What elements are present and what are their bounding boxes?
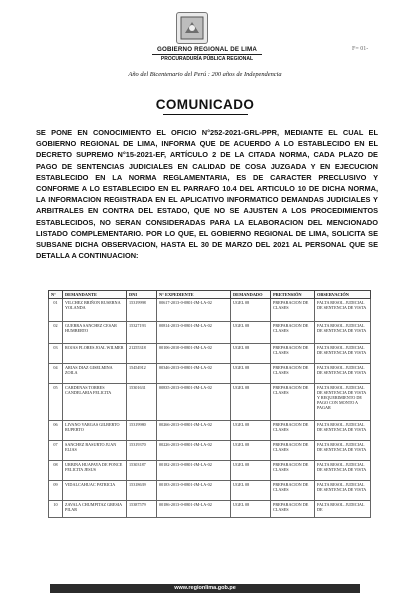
- table-row: [49, 501, 371, 518]
- cell-claim: PREPARACION DE CLASES: [271, 461, 315, 481]
- header-claimant: DEMANDANTE: [63, 291, 127, 299]
- cell-case-file: 00835-2013-0-0801-JM-LA-02: [157, 384, 231, 421]
- cell-case-file: 00617-2013-0-0801-JM-LA-02: [157, 299, 231, 322]
- cell-row-number: 02: [49, 322, 63, 344]
- cell-claimant-name: VIDALCAHUAC PATRICIA: [63, 481, 127, 501]
- footer-website: www.regionlima.gob.pe: [50, 584, 360, 593]
- cell-dni: 15319980: [127, 421, 157, 441]
- cell-row-number: 10: [49, 501, 63, 518]
- cell-observation: FALTA RESOL. JUDICIAL DE SENTENCIA DE VISTA: [315, 322, 371, 344]
- cell-claim: PREPARACION DE CLASES: [271, 441, 315, 461]
- cell-defendant: UGEL 08: [231, 344, 271, 364]
- claimants-table: [48, 290, 371, 518]
- cell-defendant: UGEL 08: [231, 421, 271, 441]
- cell-defendant: UGEL 08: [231, 364, 271, 384]
- cell-defendant: UGEL 08: [231, 322, 271, 344]
- cell-defendant: UGEL 08: [231, 299, 271, 322]
- cell-defendant: UGEL 08: [231, 441, 271, 461]
- page-annotation: F= 01-: [352, 46, 369, 52]
- cell-claimant-name: CARDENAS TORRES CANDELARIA FELICITA: [63, 384, 127, 421]
- table-row: [49, 299, 371, 322]
- document-title: COMUNICADO: [155, 97, 255, 112]
- cell-defendant: UGEL 08: [231, 501, 271, 518]
- cell-claimant-name: LIVANO VARGAS GILBERTO RUPERTO: [63, 421, 127, 441]
- cell-case-file: 00814-2013-0-0801-JM-LA-02: [157, 322, 231, 344]
- cell-observation: FALTA RESOL. JUDICIAL DE SENTENCIA DE VISTA: [315, 441, 371, 461]
- cell-claim: PREPARACION DE CLASES: [271, 501, 315, 518]
- cell-claim: PREPARACION DE CLASES: [271, 384, 315, 421]
- cell-dni: 15301631: [127, 384, 157, 421]
- table-row: [49, 481, 371, 501]
- cell-case-file: 00226-2013-0-0801-JM-LA-02: [157, 441, 231, 461]
- cell-claimant-name: VILCHEZ BRIÑON RUSERNA YOLANDA: [63, 299, 127, 322]
- cell-claimant-name: SANCHEZ BASURTO JUAN ELIAS: [63, 441, 127, 461]
- table-row: [49, 364, 371, 384]
- cell-dni: 21255318: [127, 344, 157, 364]
- cell-defendant: UGEL 08: [231, 461, 271, 481]
- table-row: [49, 461, 371, 481]
- cell-row-number: 04: [49, 364, 63, 384]
- table-row: [49, 322, 371, 344]
- cell-claimant-name: ROJAS FLORES JOAL WILMER: [63, 344, 127, 364]
- cell-claim: PREPARACION DE CLASES: [271, 322, 315, 344]
- cell-defendant: UGEL 08: [231, 384, 271, 421]
- cell-dni: 15319370: [127, 441, 157, 461]
- cell-observation: FALTA RESOL. JUDICIAL DE SENTENCIA DE VISTA: [315, 364, 371, 384]
- cell-claim: PREPARACION DE CLASES: [271, 344, 315, 364]
- cell-claimant-name: GUERRA SANCHEZ CESAR HUMBERTO: [63, 322, 127, 344]
- cell-dni: 15387579: [127, 501, 157, 518]
- cell-case-file: 00183-2013-0-0801-JM-LA-02: [157, 481, 231, 501]
- cell-dni: 15327193: [127, 322, 157, 344]
- table-row: [49, 344, 371, 364]
- table-row: [49, 441, 371, 461]
- cell-row-number: 07: [49, 441, 63, 461]
- table-row: [49, 384, 371, 421]
- cell-row-number: 09: [49, 481, 63, 501]
- cell-row-number: 03: [49, 344, 63, 364]
- cell-claim: PREPARACION DE CLASES: [271, 481, 315, 501]
- cell-dni: 15303187: [127, 461, 157, 481]
- cell-case-file: 00266-2013-0-0801-JM-LA-02: [157, 421, 231, 441]
- table-body: [49, 299, 371, 518]
- cell-observation: FALTA RESOL. JUDICIAL DE SENTENCIA DE VISTA: [315, 299, 371, 322]
- government-name: GOBIERNO REGIONAL DE LIMA: [152, 46, 262, 55]
- cell-row-number: 08: [49, 461, 63, 481]
- cell-case-file: 00346-2013-0-0801-JM-LA-02: [157, 364, 231, 384]
- letterhead: [0, 0, 410, 92]
- cell-row-number: 05: [49, 384, 63, 421]
- header-case-file: N° EXPEDIENTE: [157, 291, 231, 299]
- year-motto: Año del Bicentenario del Perú : 200 años de Independencia: [128, 71, 282, 78]
- header-number: N°: [49, 291, 63, 299]
- table-row: [49, 421, 371, 441]
- title-underline: [163, 114, 248, 115]
- cell-row-number: 01: [49, 299, 63, 322]
- cell-dni: 15454912: [127, 364, 157, 384]
- cell-observation: FALTA RESOL. JUDICIAL DE SENTENCIA DE VISTA: [315, 481, 371, 501]
- cell-case-file: 00182-2013-0-0801-JM-LA-02: [157, 461, 231, 481]
- cell-defendant: UGEL 08: [231, 481, 271, 501]
- cell-observation: FALTA RESOL. JUDICIAL DE SENTENCIA DE VISTA: [315, 461, 371, 481]
- cell-claimant-name: ARIAS DIAZ GISELMINA ZOILA: [63, 364, 127, 384]
- cell-observation: FALTA RESOL. JUDICIAL DE SENTENCIA DE VISTA: [315, 344, 371, 364]
- header-claim: PRETENSIÓN: [271, 291, 315, 299]
- cell-claim: PREPARACION DE CLASES: [271, 299, 315, 322]
- header-dni: DNI: [127, 291, 157, 299]
- cell-dni: 15318639: [127, 481, 157, 501]
- header-observation: OBSERVACIÓN: [315, 291, 371, 299]
- regional-government-logo-icon: [176, 12, 208, 44]
- cell-dni: 15319998: [127, 299, 157, 322]
- cell-claim: PREPARACION DE CLASES: [271, 364, 315, 384]
- table-header-row: [49, 291, 371, 299]
- announcement-body: SE PONE EN CONOCIMIENTO EL OFICIO N°252-2021-GRL-PPR, MEDIANTE EL CUAL EL GOBIERNO REGIONAL DE LIMA, INFORMA QUE DE ACUERDO A LO ESTABLECIDO EN EL DECRETO SUPREMO N°15-2021-EF, ARTÍCULO 2 DE LA CITADA NORMA, CADA PLAZO DE PAGO DE SENTENCIAS JUDICIALES EN CALIDAD DE COSA JUZGADA Y EN EJECUCION ESTABLECIDO EN LA NORMA REGLAMENTARIA, ES DE CARACTER PRECLUSIVO Y CONFORME A LO ESTABLECIDO EN EL PARRAFO 10.4 DEL ARTICULO 10 DE DICHA NORMA, LA INFORMACION REGISTRADA EN EL APLICATIVO INFORMATICO DEMANDAS JUDICIALES Y ARBITRALES EN CONTRA DEL ESTADO, QUE NO SE AJUSTEN A LOS PROCEDIMIENTOS ESTABLECIDOS, NO SERAN CONSIDERADAS PARA LA ELABORACION DEL MENCIONADO LISTADO COMPLEMENTARIO. POR LO QUE, EL GOBIERNO REGIONAL DE LIMA, SOLICITA SE SUBSANE DICHA OBSERVACION, HASTA EL 30 DE MARZO DEL 2021 AL PERSONAL QUE SE DETALLA A CONTINUACION:: [36, 128, 378, 261]
- cell-observation: FALTA RESOL. JUDICIAL DE SENTENCIA DE VISTA: [315, 421, 371, 441]
- cell-row-number: 06: [49, 421, 63, 441]
- cell-case-file: 00186-2013-0-0801-JM-LA-02: [157, 501, 231, 518]
- header-defendant: DEMANDADO: [231, 291, 271, 299]
- cell-case-file: 00106-2010-0-0801-JM-LA-02: [157, 344, 231, 364]
- cell-observation: FALTA RESOL. JUDICIAL DE: [315, 501, 371, 518]
- cell-claimant-name: URBINA HUAPAYA DE PONCE FELICITA JESUS: [63, 461, 127, 481]
- cell-observation: FALTA RESOL. JUDICIAL DE SENTENCIA DE VISTA Y REQUERIMIENTO DE PAGO CON MONTO A PAGAR: [315, 384, 371, 421]
- attorney-office-name: PROCURADURÍA PÚBLICA REGIONAL: [160, 56, 254, 62]
- cell-claim: PREPARACION DE CLASES: [271, 421, 315, 441]
- cell-claimant-name: ZAVALA CHUMPITAZ GRESIA PILAR: [63, 501, 127, 518]
